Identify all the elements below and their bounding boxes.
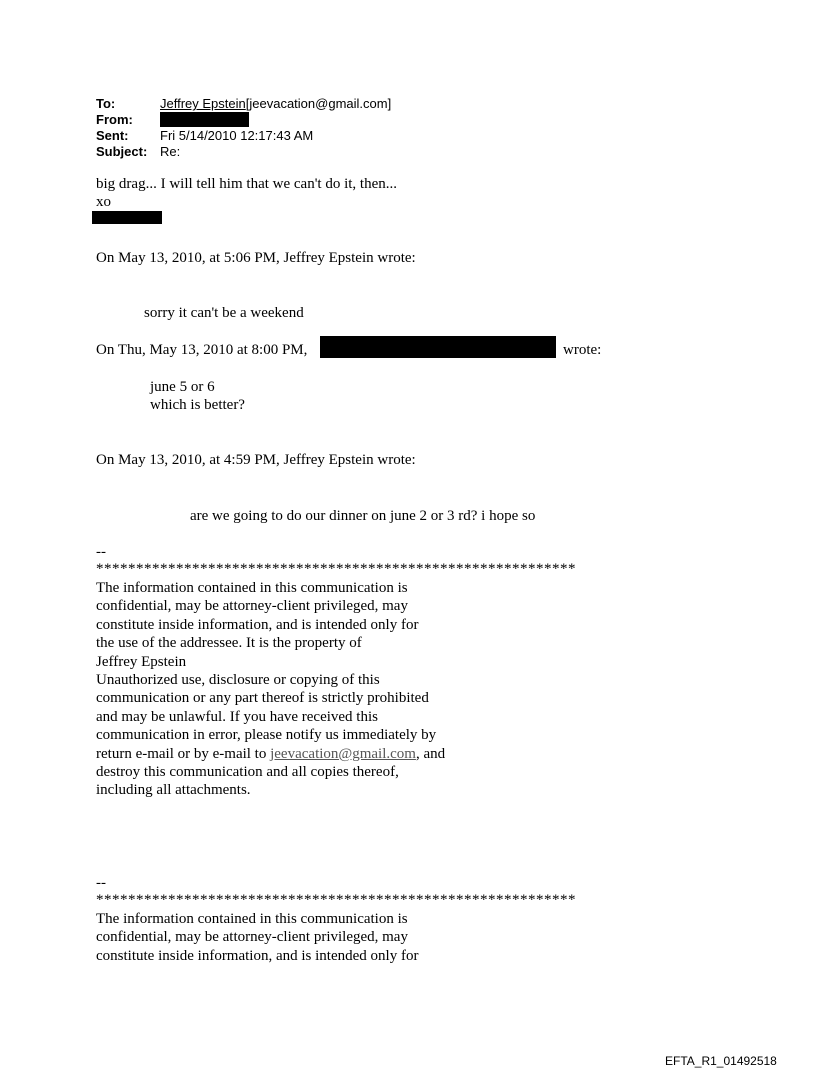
quote2-line-2: which is better? (150, 397, 245, 413)
disclaimer2-dashes: -- (96, 875, 106, 891)
disclaimer2-stars: ************************************************************ (96, 892, 576, 908)
document-id: EFTA_R1_01492518 (665, 1054, 777, 1068)
from-label: From: (96, 112, 133, 127)
body-line-2: xo (96, 194, 111, 210)
from-redaction (160, 112, 249, 127)
quote3-header: On May 13, 2010, at 4:59 PM, Jeffrey Epstein wrote: (96, 452, 416, 468)
disclaimer2-body: The information contained in this communication is confidential, may be attorney-client privileged, may constitute inside information, and is intended only for (96, 911, 419, 964)
quote3-text: are we going to do our dinner on june 2 or 3 rd? i hope so (190, 508, 536, 524)
sent-value: Fri 5/14/2010 12:17:43 AM (160, 128, 314, 143)
to-email: [jeevacation@gmail.com] (245, 96, 392, 111)
email-header (96, 96, 391, 160)
sent-label: Sent: (96, 128, 129, 143)
from-row (96, 112, 391, 128)
disclaimer1-email-link[interactable]: jeevacation@gmail.com (270, 745, 416, 762)
sent-row (96, 128, 391, 144)
body-line-1: big drag... I will tell him that we can't do it, then... (96, 176, 397, 192)
sender-redaction (320, 336, 556, 358)
to-name: Jeffrey Epstein (160, 96, 246, 111)
to-value (160, 96, 391, 112)
disclaimer1-text-b: , and destroy this communication and all copies thereof, including all attachments. (96, 745, 446, 799)
quote1-text: sorry it can't be a weekend (144, 305, 304, 321)
disclaimer1-body (96, 579, 445, 800)
quote2-line-1: june 5 or 6 (150, 379, 215, 395)
signature-redaction (92, 211, 162, 224)
disclaimer1-dashes: -- (96, 544, 106, 560)
quote2-header-start: On Thu, May 13, 2010 at 8:00 PM, (96, 342, 308, 358)
quote2-header-end: wrote: (563, 342, 602, 358)
subject-label: Subject: (96, 144, 148, 159)
to-label: To: (96, 96, 116, 111)
to-row (96, 96, 391, 112)
quote1-header: On May 13, 2010, at 5:06 PM, Jeffrey Epstein wrote: (96, 250, 416, 266)
subject-row (96, 144, 391, 160)
subject-value: Re: (160, 144, 181, 159)
disclaimer1-stars: ************************************************************ (96, 561, 576, 577)
disclaimer1-text-a: The information contained in this communication is confidential, may be attorney-client privileged, may constitute inside information, and is intended only for the use of the addressee. It is the property of Jeffrey Epstein Unauthorized use, disclosure or copying of this communication or any part thereof is strictly prohibited and may be unlawful. If you have received this communication in error, please notify us immediately by return e-mail or by e-mail to (96, 580, 437, 762)
